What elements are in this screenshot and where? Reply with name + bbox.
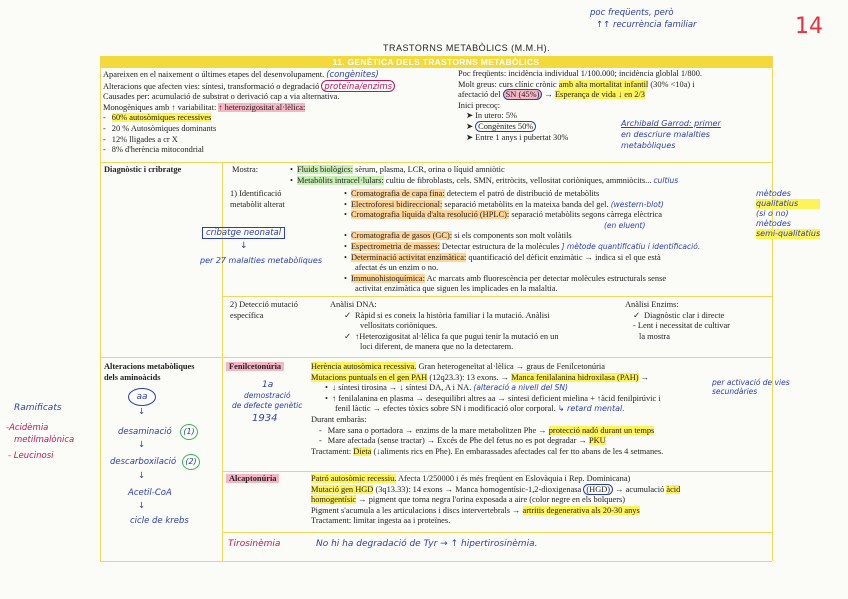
intro-r2a: Molt greus: curs clínic crònic	[458, 79, 557, 89]
diag-title: Diagnòstic i cribratge	[104, 165, 182, 174]
cribatge-note-2: per 27 malalties metabòliques	[200, 256, 322, 265]
intro-r-item-0: In utero: 5%	[475, 111, 517, 121]
intro-r3a: afectació del	[458, 90, 501, 100]
mostra-2	[290, 176, 678, 187]
mostra-label: Mostra:	[232, 165, 259, 174]
ramif-a2: metilmalònica	[14, 435, 75, 445]
pku-t1: Tractament:	[311, 446, 352, 456]
divider-tyr	[222, 532, 772, 533]
intro-r1: Poc freqüents: incidència individual 1/100.000; incidència globlal 1/800.	[458, 69, 702, 78]
tyr-label: Tirosinèmia	[228, 539, 281, 549]
method-3-desc: si els components son molt volàtils	[454, 231, 572, 241]
method-5-desc2: afectat és un enzim o no.	[355, 263, 439, 273]
intro-l4b: ↑ heterozigositat al·lèlica:	[218, 102, 306, 112]
pku-e1b: protecció nadó durant un temps	[548, 425, 655, 435]
dna-1b: vellositats coriòniques.	[360, 321, 438, 331]
alc-l4a: Pigment s'acumula a les articulacions i discs intervertebrals →	[311, 505, 521, 515]
pku-l4-note: ↳ retard mental.	[557, 404, 625, 414]
pku-l4: ↑ fenilalanina en plasma → desequilibri altres aa → síntesi deficient mielina + ↑àcid fenilpirúvic i	[331, 393, 661, 403]
method-5-desc: quantificació del dèficit enzimàtic → indica si el que està	[468, 252, 661, 262]
divider-1	[100, 162, 772, 163]
intro-item-1	[103, 124, 458, 135]
alc-label: Alcaptonúria	[226, 474, 279, 483]
side-note-1: mètodes	[756, 189, 791, 198]
intro-r3d: Esperança de vida ↓ en 2/3	[554, 90, 645, 100]
enz-1: Diagnòstic clar i directe	[644, 310, 725, 320]
flow-n2: (2)	[182, 454, 200, 470]
mostra-2b: cultiu de fibroblasts, cels. SMN, eritròcits, vellositat coriòniques, ammniòcits...	[385, 176, 652, 185]
method-0-name: Cromatografia de capa fina:	[350, 189, 445, 198]
intro-r2b: amb alta mortalitat infantil	[558, 79, 649, 89]
side-note-4: mètodes	[756, 219, 791, 228]
enz-title: Anàlisi Enzims:	[625, 300, 679, 309]
intro-item-3	[103, 145, 458, 156]
enz-block	[625, 300, 770, 342]
intro-l2-note: proteïna/enzims	[321, 80, 395, 92]
alc-l2a: Mutació gen HGD	[311, 484, 374, 494]
intro-l4a: Monogèniques amb ↑ variabilitat:	[103, 102, 217, 112]
garrod-note-1: Archibald Garrod: primer	[621, 119, 721, 128]
method-4-desc: Detectar estructura de la molècules	[441, 241, 560, 251]
mut-title-1: 2) Detecció mutació	[230, 300, 298, 309]
method-2-desc: separació metabòlits segons càrrega elèctrica	[511, 210, 662, 220]
flow-krebs: cicle de krebs	[130, 516, 189, 526]
side-note-5: semi-qualitatius	[756, 229, 821, 238]
ramif-note: Ramificats	[14, 403, 62, 413]
pku-note-3: de defecte genètic	[232, 401, 303, 410]
dna-title: Anàlisi DNA:	[330, 300, 377, 309]
method-4-name: Espectrometria de masses:	[350, 241, 440, 251]
mostra-2-note: cultius	[653, 176, 679, 185]
pku-l2d: →	[640, 372, 650, 382]
frame-right	[772, 56, 773, 561]
pku-t2: Dieta	[353, 446, 372, 456]
intro-r3c: →	[544, 90, 553, 100]
pku-l1b: Gran heterogeneïtat al·lèlica → graus de Fenilcetonúria	[418, 362, 605, 371]
pku-e1a: Mare sana o portadora → enzims de la mare metabolitzen Phe →	[327, 425, 547, 435]
top-note-line1: poc freqüents, però	[590, 8, 674, 18]
intro-r2c: (30% <10a) i	[650, 79, 695, 89]
intro-r3b: SN (45%)	[503, 89, 543, 100]
dna-2b: loci diferent, de manera que no la detectarem.	[360, 342, 514, 352]
intro-r-item-2: Entre 1 anys i pubertat 30%	[475, 132, 569, 142]
tyr-note: No hi ha degradació de Tyr → ↑ hipertirosinèmia.	[316, 539, 538, 549]
dna-2: ↑Heterozigositat al·lèlica fa que pugui tenir la mutació en un	[355, 331, 559, 341]
pku-label: Fenilcetonúria	[226, 362, 284, 371]
mostra-1a: Fluids biològics:	[296, 165, 354, 174]
top-note-line2: ↑↑ recurrència familiar	[596, 20, 697, 30]
intro-item-0: 60% autosòmiques recessives	[111, 113, 212, 123]
side-note-2: qualitatius	[756, 199, 820, 209]
divider-alc	[222, 471, 772, 472]
pku-note-1: 1a	[262, 380, 274, 390]
ident-title-2: metabòlit alterat	[230, 200, 285, 209]
divider-2	[100, 357, 772, 358]
garrod-note-3: metabòliques	[621, 141, 676, 150]
pku-l2a: Mutacions puntuals en el gen PAH	[311, 372, 428, 382]
intro-item-3-text: 8% d'herència mitocondrial	[111, 145, 204, 155]
flow-arrow-3: ↓	[138, 470, 146, 480]
intro-item-1-text: 20 % Autosòmiques dominants	[111, 123, 217, 133]
method-1-name: Electroforesi bidireccional:	[350, 199, 443, 209]
doc-title: TRASTORNS METABÒLICS (M.M.H).	[383, 43, 551, 53]
ramif-a3: - Leucinosi	[8, 451, 54, 461]
pku-side-note: per activació de vies secundàries	[712, 378, 790, 396]
cribatge-note: cribatge neonatal	[202, 227, 285, 239]
mostra-2a: Metabòlits intracel·lulars:	[296, 176, 384, 185]
ident-title-1: 1) Identificació	[230, 189, 282, 198]
alc-l3a: homogentísic	[311, 495, 357, 505]
intro-item-2-text: 12% lligades a cr X	[111, 134, 178, 144]
frame-left	[100, 56, 101, 561]
method-5-name: Determinació activitat enzimàtica:	[350, 252, 467, 262]
frame-col	[222, 162, 223, 561]
intro-item-2	[103, 135, 458, 146]
method-1-desc: separació metabòlits en la mateixa banda del gel.	[444, 199, 609, 209]
intro-right: Poc freqüents: incidència individual 1/100.000; incidència globlal 1/800. Molt greus: curs clínic crònic amb alta mortalitat infantil (30% <10a) i afectació del SN (45%) → Esperança de vida ↓ en 2/3 Inici precoç: ➤ In utero: 5% ➤ Congènites 50% ➤ Entre 1 anys i pubertat 30%	[458, 69, 772, 143]
mut-title-2: específica	[230, 311, 264, 320]
pku-e2a: Mare afectada (sense tractar) → Excés de Phe del fetus no es pot degradar →	[327, 436, 587, 446]
pku-l1a: Herència autosòmica recessiva.	[311, 362, 417, 371]
side-note-3: (si o no)	[756, 209, 789, 218]
flow-decarb: descarboxilació	[110, 457, 177, 467]
alc-l2c: (HGD)	[583, 484, 613, 495]
intro-l1: Apareixen en el naixement o últimes etapes del desenvolupament.	[103, 70, 325, 79]
pku-l3: ↓ síntesi tirosina → ↓ síntesi DA, A i NA.	[331, 383, 472, 393]
mostra-1b: sèrum, plasma, LCR, orina o líquid amniòtic	[355, 165, 505, 174]
flow-arrow-2: ↓	[138, 439, 146, 449]
alc-l2b: (3q13.33): 14 exons → Manca homogentísic-1,2-dioxigenasa	[375, 484, 582, 494]
pku-note-2: demostració	[244, 391, 291, 400]
side-note	[756, 189, 820, 239]
method-0-desc: detectem el patró de distribució de metabòlits	[446, 189, 600, 198]
flow-desam: desaminació	[118, 427, 172, 437]
enz-2b: la mostra	[639, 331, 670, 341]
flow-n1: (1)	[180, 424, 198, 440]
method-6-name: Immunohistoquímica:	[350, 273, 425, 283]
intro-l3: Causades per: acumulació de substrat o derivació cap a via alternativa.	[103, 92, 340, 102]
method-2-note: (en eluent)	[604, 220, 646, 230]
section-banner: 11. GENÈTICA DELS TRASTORNS METABÒLICS	[100, 56, 772, 68]
alc-l3b: → pigment que torna negra l'orina exposada a aire (color negre en els bolquers)	[358, 495, 626, 505]
amino-title-1: Alteracions metabòliques	[104, 362, 195, 371]
pku-emb: Durant embaràs:	[311, 414, 367, 424]
pku-l3-note: (alteració a nivell del SN)	[473, 383, 568, 393]
method-3-name: Cromatografia de gasos (GC):	[350, 231, 453, 241]
flow-acetil: Acetil-CoA	[128, 488, 172, 498]
methods-list	[344, 189, 764, 295]
intro-left	[103, 69, 458, 156]
cribatge-arrow: ↓	[240, 241, 248, 251]
pku-l4b: fenil làctic → efectes tòxics sobre SN i modificació olor corporal.	[335, 404, 556, 414]
flow-aa: aa	[128, 388, 156, 406]
intro-l1-note: (congènites)	[326, 69, 379, 79]
intro-l2: Alteracions que afecten vies: síntesi, transformació o degradació	[103, 81, 320, 91]
method-6-desc2: activitat enzimàtica que siguen les implicades en la malaltia.	[355, 284, 558, 294]
alc-l1a: Patró autosòmic recessiu.	[311, 474, 397, 483]
divider-bottom	[100, 561, 772, 562]
pku-l2b: (12q23.3): 13 exons. →	[429, 372, 510, 382]
method-1-note: (western-blot)	[610, 199, 664, 209]
method-4-note: ] mètode quantificatiu i identificació.	[561, 241, 701, 251]
dna-block	[330, 300, 620, 353]
flow-arrow-4: ↓	[138, 500, 146, 510]
alc-l2e: àcid	[666, 484, 681, 494]
pku-e2b: PKU	[588, 436, 606, 446]
enz-2: - Lent i necessitat de cultivar	[633, 321, 730, 331]
intro-r-item-1: Congènites 50%	[475, 121, 536, 132]
alc-l2d: → acumulació	[615, 484, 665, 494]
pku-year: 1934	[252, 413, 278, 424]
amino-title-2: dels aminoàcids	[104, 373, 161, 382]
alc-l5: Tractament: limitar ingesta aa i proteïnes.	[311, 516, 451, 526]
flow-arrow-1: ↓	[138, 406, 146, 416]
dna-1: Ràpid si es coneix la història familiar i la mutació. Anàlisi	[355, 310, 550, 320]
ramif-a1: -Acidèmia	[6, 423, 49, 433]
method-2-name: Cromatografia líquida d'alta resolució (HPLC):	[350, 210, 510, 220]
alc-l1b: Afecta 1/250000 i és més freqüent en Eslovàquia i Rep. Dominicana)	[398, 474, 631, 483]
pku-block	[311, 362, 771, 457]
alc-l4b: artritis degenerativa als 20-30 anys	[522, 505, 640, 515]
page-number: 14	[795, 14, 823, 39]
alc-block	[311, 474, 771, 527]
mostra-1	[290, 165, 505, 176]
pku-t3: (↓aliments rics en Phe). En embarassades afectades cal fer tto abans de les 4 setmanes.	[373, 446, 664, 456]
divider-mut	[222, 296, 772, 297]
pku-l2c: Manca fenilalanina hidroxilasa (PAH)	[511, 372, 639, 382]
intro-r4: Inici precoç:	[458, 100, 501, 110]
method-6-desc: Ac marcats amb fluorescència per detectar molècules estructurals sense	[426, 273, 667, 283]
garrod-note-2: en descriure malalties	[621, 130, 710, 139]
